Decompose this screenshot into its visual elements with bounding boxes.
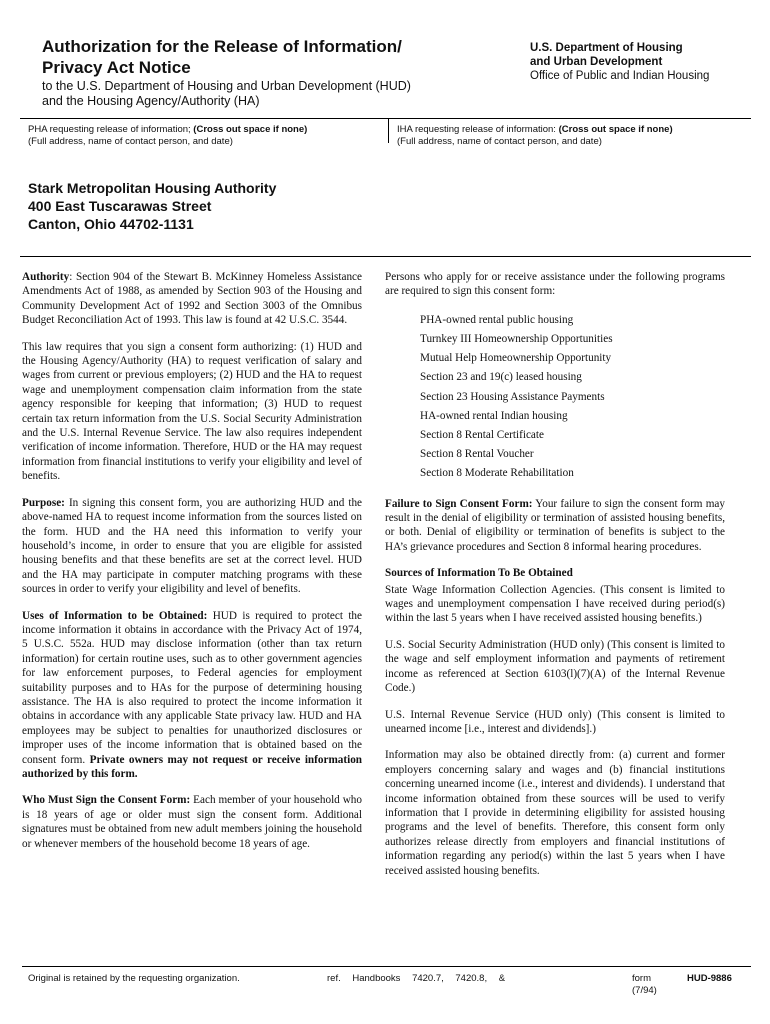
- purpose-paragraph: [22, 496, 362, 597]
- department-block: [530, 41, 750, 83]
- form-subtitle-line2: and the Housing Agency/Authority (HA): [42, 94, 260, 108]
- sources-ssa-paragraph: U.S. Social Security Administration (HUD only) (This consent is limited to the wage and self employment information and payments of retirement income as referenced at Section 6103(l)(7)(A) of the Internal Revenue Code.): [385, 638, 725, 695]
- who-must-sign-text: Each member of your household who is 18 years of age or older must sign the consent form. Additional signatures must be obtained from new adult members joining the household or whenever members of the household become 18 years of age.: [22, 794, 362, 850]
- sources-direct-paragraph: Information may also be obtained directly from: (a) current and former employers concerning salary and wages and (b) financial institutions concerning unearned income (i.e., interest and dividends). I understand that income information obtained from these sources will be used to verify information that I provide in determining eligibility for assisted housing programs and the level of benefits. Therefore, this consent form only authorizes release directly from employers and financial institutions of information regarding any period(s) within the last 5 years when I have received assisted housing benefits.: [385, 749, 725, 877]
- purpose-heading: Purpose:: [22, 496, 65, 509]
- pha-label-line2: (Full address, name of contact person, and date): [28, 136, 233, 147]
- pha-label-bold: (Cross out space if none): [193, 124, 308, 135]
- failure-paragraph: [385, 497, 725, 555]
- iha-label-prefix: IHA requesting release of information:: [397, 124, 559, 135]
- pha-label-prefix: PHA requesting release of information;: [28, 124, 194, 135]
- failure-text: Your failure to sign the consent form may result in the denial of eligibility or termination of assisted housing benefits, or both. Denial of eligibility or termination of benefits is subject to the HA’s grievance procedures and Section 8 informal hearing procedures.: [385, 497, 725, 553]
- footer-form-number: HUD-9886: [687, 973, 732, 984]
- purpose-text: In signing this consent form, you are authorizing HUD and the above-named HA to request income information from the sources listed on the form. HUD and the HA need this information to verify your household’s income, in order to ensure that you are eligible for assisted housing benefits and that these benefits are set at the correct level. HUD and the HA may participate in computer matching programs with these sources in order to verify your eligibility and level of benefits.: [22, 496, 362, 596]
- footer-form-label: [632, 973, 657, 997]
- form-subtitle-line1: to the U.S. Department of Housing and Urban Development (HUD): [42, 79, 411, 93]
- programs-list: [420, 311, 725, 484]
- department-line2: and Urban Development: [530, 56, 663, 68]
- sources-heading: [385, 566, 725, 580]
- pha-address-street: 400 East Tuscarawas Street: [28, 198, 212, 214]
- uses-paragraph: [22, 609, 362, 782]
- program-item: PHA-owned rental public housing: [420, 313, 574, 326]
- page-footer: [22, 966, 751, 996]
- uses-heading: Uses of Information to be Obtained:: [22, 609, 208, 622]
- form-subtitle: [42, 79, 482, 109]
- who-must-sign-paragraph: [22, 793, 362, 851]
- sources-state-paragraph: State Wage Information Collection Agencies. (This consent is limited to wages and unemployment compensation I have received during period(s) within the last 5 years when I have received assisted housing benefits.): [385, 583, 725, 625]
- footer-retained-note: Original is retained by the requesting organization.: [28, 973, 240, 984]
- pha-address-name: Stark Metropolitan Housing Authority: [28, 180, 277, 196]
- authority-paragraph: [22, 270, 362, 328]
- right-column: [385, 270, 725, 890]
- iha-label-line2: (Full address, name of contact person, and date): [397, 136, 602, 147]
- program-item: Section 8 Moderate Rehabilitation: [420, 467, 574, 480]
- iha-box-label: [397, 124, 673, 148]
- department-office: Office of Public and Indian Housing: [530, 70, 710, 82]
- footer-form-word: form: [632, 973, 651, 984]
- who-must-sign-heading: Who Must Sign the Consent Form:: [22, 794, 191, 807]
- program-item: Section 23 Housing Assistance Payments: [420, 390, 605, 403]
- pha-box-label: [28, 124, 307, 148]
- pha-address: [28, 179, 276, 233]
- failure-heading: Failure to Sign Consent Form:: [385, 497, 533, 510]
- program-item: Section 23 and 19(c) leased housing: [420, 371, 582, 384]
- law-paragraph: This law requires that you sign a consent form authorizing: (1) HUD and the Housing Agency/Authority (HA) to request verification of salary and wages from current or previous employers; (2) HUD and the HA to request wage and unemployment compensation claim information from the state agency responsible for keeping that information; (3) HUD to request certain tax return information from the U.S. Social Security Administration and the U.S. Internal Revenue Service. The law also requires independent verification of income information. Therefore, HUD or the HA may request information from financial institutions to verify your eligibility and level of benefits.: [22, 340, 362, 483]
- program-item: Turnkey III Homeownership Opportunities: [420, 333, 613, 346]
- program-item: HA-owned rental Indian housing: [420, 409, 568, 422]
- programs-intro: Persons who apply for or receive assistance under the following programs are required to sign this consent form:: [385, 271, 725, 298]
- sources-irs-paragraph: U.S. Internal Revenue Service (HUD only) (This consent is limited to unearned income [i.e., interest and dividends].): [385, 708, 725, 735]
- requesting-agency-boxes: [20, 118, 751, 257]
- authority-heading: Authority: [22, 271, 70, 283]
- pha-address-city: Canton, Ohio 44702-1131: [28, 216, 194, 232]
- left-column: [22, 270, 362, 863]
- program-item: Section 8 Rental Certificate: [420, 429, 544, 442]
- department-line1: U.S. Department of Housing: [530, 42, 683, 54]
- footer-form-date: (7/94): [632, 985, 657, 996]
- form-title-line1: Authorization for the Release of Information/: [42, 37, 402, 56]
- authority-text: : Section 904 of the Stewart B. McKinney Homeless Assistance Amendments Act of 1988, as amended by Section 903 of the Housing and Community Development Act of 1992 and Section 3003 of the Omnibus Budget Reconciliation Act of 1993. This law is found at 42 U.S.C. 3544.: [22, 271, 362, 327]
- program-item: Mutual Help Homeownership Opportunity: [420, 352, 612, 365]
- box-divider: [388, 119, 389, 143]
- form-title-line2: Privacy Act Notice: [42, 58, 191, 77]
- uses-bold-text: Private owners may not request or receive information authorized by this form.: [22, 753, 363, 780]
- uses-text: HUD is required to protect the income information it obtains in accordance with the Privacy Act of 1974, 5 U.S.C. 552a. HUD may disclose information (other than tax return information) for certain routine uses, such as to other government agencies for law enforcement purposes, to Federal agencies for employment suitability purposes and to HAs for the purpose of determining housing assistance. The HA is also required to protect the income information it obtains in accordance with any applicable State privacy law. HUD and HA employees may be subject to penalties for unauthorized disclosures or improper uses of the income information that is obtained based on the consent form.: [22, 609, 362, 766]
- footer-handbook-ref: ref. Handbooks 7420.7, 7420.8, &: [327, 973, 506, 984]
- sources-heading-text: Sources of Information To Be Obtained: [385, 567, 573, 580]
- program-item: Section 8 Rental Voucher: [420, 448, 534, 461]
- iha-label-bold: (Cross out space if none): [558, 124, 673, 135]
- form-title: [42, 36, 482, 78]
